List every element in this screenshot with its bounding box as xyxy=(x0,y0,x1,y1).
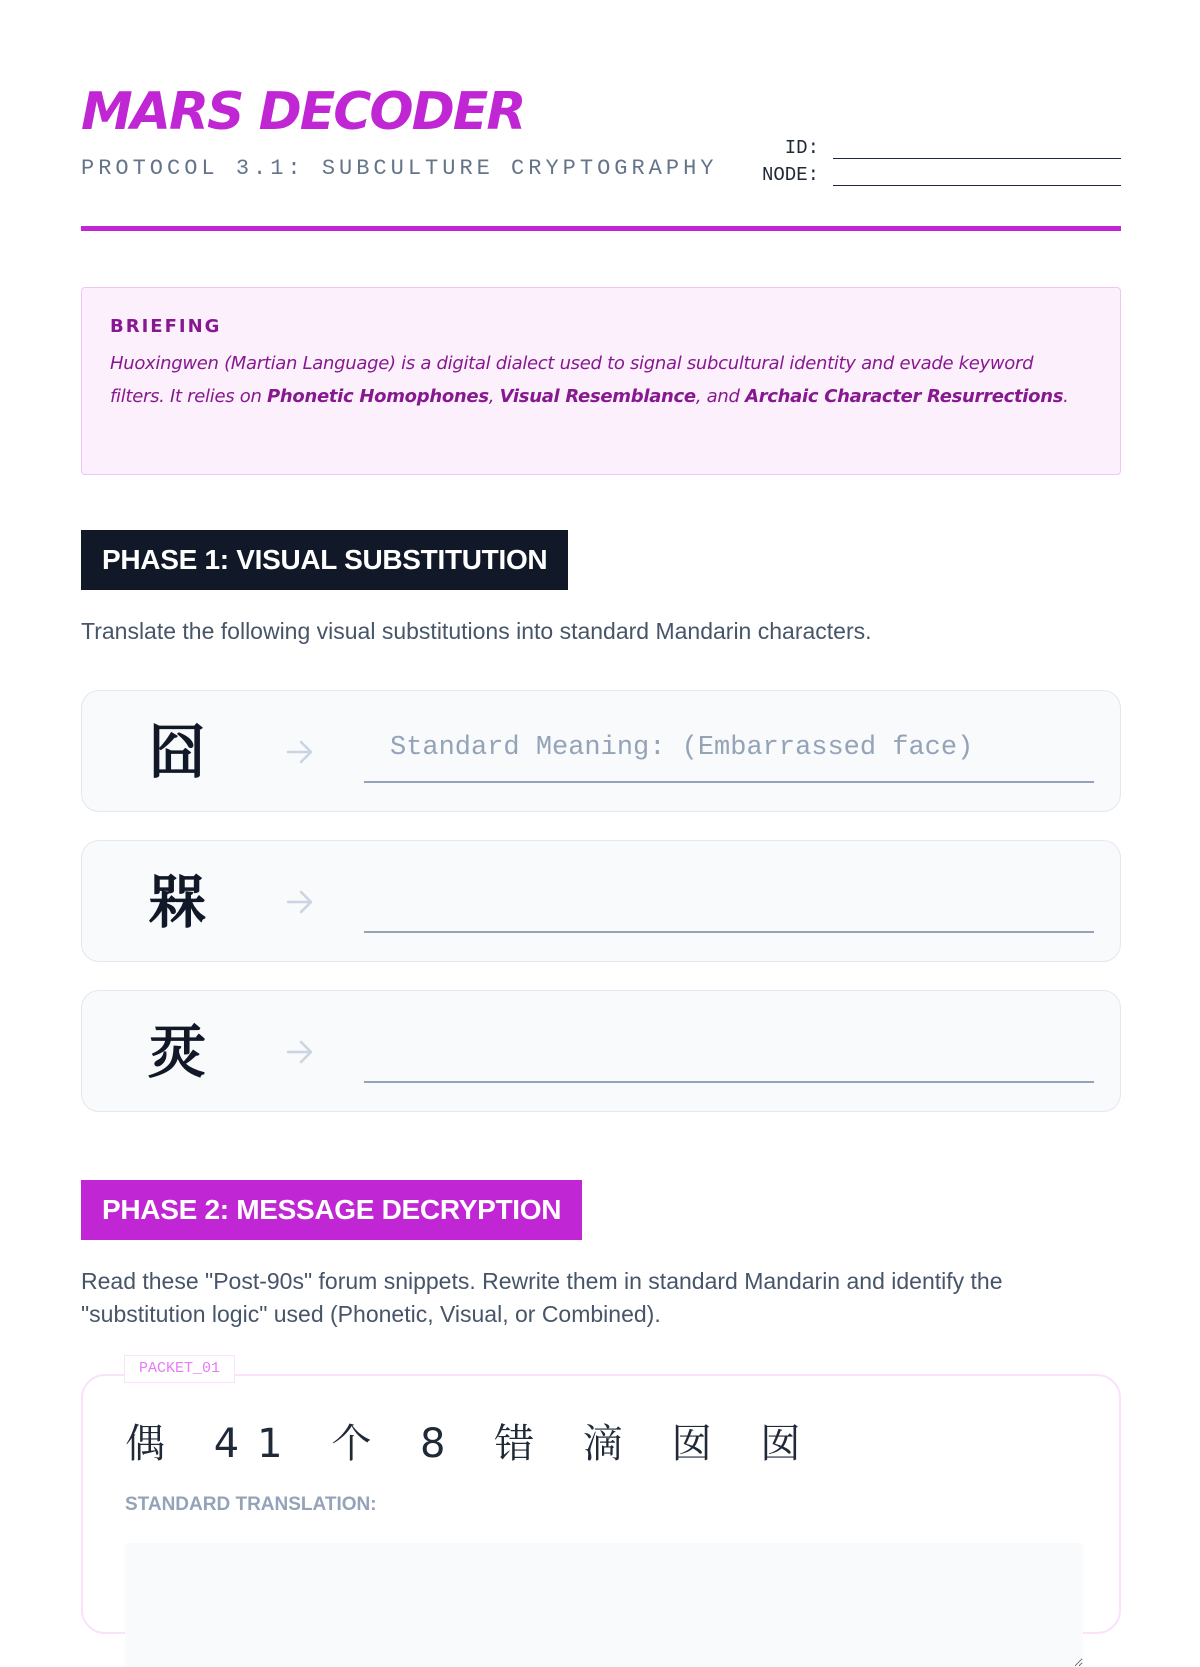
packet-message: 偶 41 个 8 错 滴 囡 囡 xyxy=(125,1421,819,1467)
id-field-row xyxy=(762,132,1121,159)
arrow-right-icon xyxy=(285,737,315,767)
briefing-text xyxy=(110,347,1092,413)
martian-character: 囧 xyxy=(147,718,206,786)
node-field-row xyxy=(762,159,1121,186)
header xyxy=(81,0,1121,236)
substitution-row xyxy=(81,690,1121,812)
standard-meaning-input[interactable] xyxy=(364,865,1094,933)
briefing-intro: Huoxingwen (Martian Language) is a digital dialect used to signal subcultural identity and evade keyword filters. It relies on xyxy=(110,353,1034,407)
phase1-title: PHASE 1: VISUAL SUBSTITUTION xyxy=(81,530,568,590)
node-line[interactable] xyxy=(833,165,1121,186)
packet-card xyxy=(81,1374,1121,1634)
martian-character: 槑 xyxy=(147,868,206,936)
phase2-description: Read these "Post-90s" forum snippets. Rewrite them in standard Mandarin and identify the "substitution logic" used (Phonetic, Visual, or Combined). xyxy=(81,1268,1003,1327)
id-label: ID: xyxy=(784,137,819,159)
briefing-box xyxy=(81,287,1121,475)
meta-fields xyxy=(762,132,1121,186)
arrow-right-icon xyxy=(285,1037,315,1067)
translation-input[interactable] xyxy=(125,1543,1083,1667)
briefing-separator-2: , and xyxy=(695,386,746,407)
briefing-label: BRIEFING xyxy=(110,316,222,337)
worksheet-page xyxy=(81,0,1121,1515)
standard-meaning-input[interactable] xyxy=(364,715,1094,783)
standard-meaning-input[interactable] xyxy=(364,1015,1094,1083)
phase2-title: PHASE 2: MESSAGE DECRYPTION xyxy=(81,1180,582,1240)
page-subtitle: PROTOCOL 3.1: SUBCULTURE CRYPTOGRAPHY xyxy=(81,156,718,181)
header-divider xyxy=(81,226,1121,231)
substitution-row xyxy=(81,840,1121,962)
page-title: MARS DECODER xyxy=(81,82,525,142)
term-archaic-resurrections: Archaic Character Resurrections xyxy=(745,386,1064,407)
briefing-separator-1: , xyxy=(488,386,500,407)
translation-label: STANDARD TRANSLATION: xyxy=(125,1494,377,1515)
substitution-row xyxy=(81,990,1121,1112)
term-visual-resemblance: Visual Resemblance xyxy=(499,386,696,407)
term-phonetic-homophones: Phonetic Homophones xyxy=(266,386,489,407)
phase1-description: Translate the following visual substitutions into standard Mandarin characters. xyxy=(81,618,872,644)
id-line[interactable] xyxy=(833,138,1121,159)
briefing-end: . xyxy=(1063,386,1069,407)
packet-tag: PACKET_01 xyxy=(124,1355,235,1383)
martian-character: 烎 xyxy=(147,1018,206,1086)
node-label: NODE: xyxy=(761,164,819,186)
arrow-right-icon xyxy=(285,887,315,917)
